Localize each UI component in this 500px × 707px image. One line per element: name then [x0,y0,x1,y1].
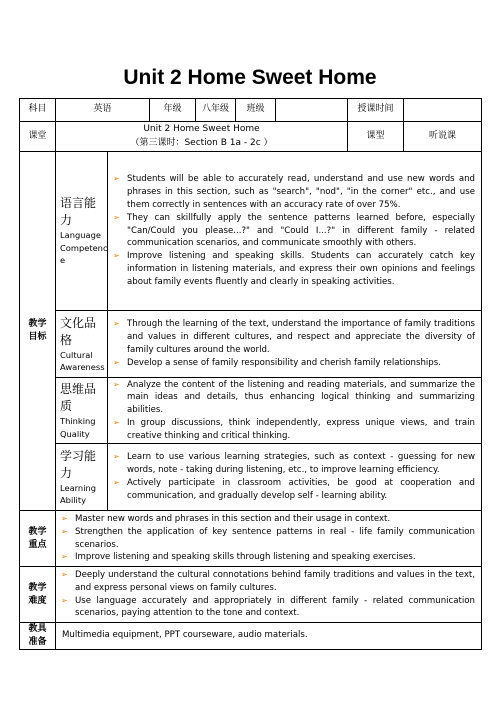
bullet-arrow-icon: ➢ [113,251,120,261]
bullet-arrow-icon: ➢ [113,478,120,487]
objective-items-culture [108,311,482,378]
difficulties-label: 教学 难度 [20,567,56,623]
bullet-arrow-icon: ➢ [61,526,68,536]
lesson-label: 课堂 [20,122,56,152]
lesson-type-label: 课型 [348,122,404,152]
bullet-arrow-icon: ➢ [61,595,68,605]
time-value [404,99,482,122]
objective-items-language [108,152,482,311]
lesson-type-value: 听说课 [404,122,482,152]
objective-category-learning: 学习能力 Learning Ability [56,444,108,511]
bullet-arrow-icon: ➢ [113,357,120,367]
bullet-arrow-icon: ➢ [61,552,68,562]
document-title: Unit 2 Home Sweet Home [123,66,377,89]
class-label: 班级 [236,99,276,122]
bullet-arrow-icon: ➢ [61,513,68,523]
grade-value: 八年级 [196,99,236,122]
objective-category-language: 语言能力 Language Competenc e [56,152,108,311]
lesson-row [20,122,482,152]
preparation-label: 教具 准备 [20,623,56,650]
grade-label: 年级 [150,99,196,122]
objective-items-thinking [108,378,482,444]
list-item: ➢ Analyze the content of the listening and reading materials, and summarize the main ideas and details, thus enhancing logical thinking and summarizing abilities. [113,379,476,416]
objective-row-language [20,152,482,311]
class-value [276,99,348,122]
list-item: ➢ Deeply understand the cultural connotations behind family traditions and values in the text, and express personal views on family cultures. [61,569,476,593]
lesson-section: （第三课时：Section B 1a - 2c ） [130,137,273,148]
list-item: ➢ Strengthen the application of key sentence patterns in real - life family communication scenarios. [61,526,476,550]
bullet-arrow-icon: ➢ [113,319,120,329]
list-item: ➢ Improve listening and speaking skills through listening and speaking exercises. [61,552,416,563]
header-row [20,99,482,122]
list-item: ➢ Master new words and phrases in this section and their usage in context. [61,513,391,524]
preparation-value: Multimedia equipment, PPT courseware, audio materials. [56,623,482,650]
lesson-title-cell [56,122,348,152]
objective-category-thinking: 思维品质 Thinking Quality [56,378,108,444]
list-item: ➢ Develop a sense of family responsibility and cherish family relationships. [113,357,441,368]
subject-label: 科目 [20,99,56,122]
key-points-items [56,511,482,567]
list-item: ➢ They can skillfully apply the sentence patterns learned before, especially "Can/Could you please...?" and "Could I...?" in different family - related communication scenarios, and communicate smoothly with others. [113,212,476,249]
difficulties-items [56,567,482,623]
preparation-row [20,623,482,650]
objective-items-learning [108,444,482,511]
objective-category-culture: 文化品格 Cultural Awareness [56,311,108,378]
lesson-plan-table [19,98,482,650]
list-item: ➢ Learn to use various learning strategies, such as context - guessing for new words, note - taking during listening, etc., to improve learning efficiency. [113,452,476,476]
list-item: ➢ Improve listening and speaking skills. Students can accurately catch key information in listening materials, and express their own opinions and feelings about family events fluently and clearly in speaking activities. [113,251,476,287]
objectives-label: 教学 目标 [20,152,56,511]
list-item: ➢ Students will be able to accurately read, understand and use new words and phrases in this section, such as "search", "nod", "in the corner" etc., and use them correctly in sentences with an accuracy rate of over 75%. [113,174,476,210]
bullet-arrow-icon: ➢ [113,174,120,184]
subject-value: 英语 [56,99,150,122]
key-points-label: 教学 重点 [20,511,56,567]
lesson-title: Unit 2 Home Sweet Home [143,124,260,135]
objective-row-thinking [20,378,482,444]
objective-row-culture [20,311,482,378]
bullet-arrow-icon: ➢ [113,417,120,427]
list-item: ➢ Through the learning of the text, understand the importance of family traditions and values in different cultures, and respect and appreciate the diversity of family cultures around the world. [113,319,476,355]
difficulties-row [20,567,482,623]
bullet-arrow-icon: ➢ [113,212,120,222]
list-item: ➢ In group discussions, think independently, express unique views, and train creative thinking and critical thinking. [113,417,476,441]
key-points-row [20,511,482,567]
bullet-arrow-icon: ➢ [113,379,120,389]
objective-row-learning [20,444,482,511]
bullet-arrow-icon: ➢ [61,569,68,579]
list-item: ➢ Use language accurately and appropriately in different family - related communication scenarios, paying attention to the tone and context. [61,595,476,619]
list-item: ➢ Actively participate in classroom activities, be good at cooperation and communication, and gradually develop self - learning ability. [113,478,476,501]
bullet-arrow-icon: ➢ [113,452,120,462]
time-label: 授课时间 [348,99,404,122]
